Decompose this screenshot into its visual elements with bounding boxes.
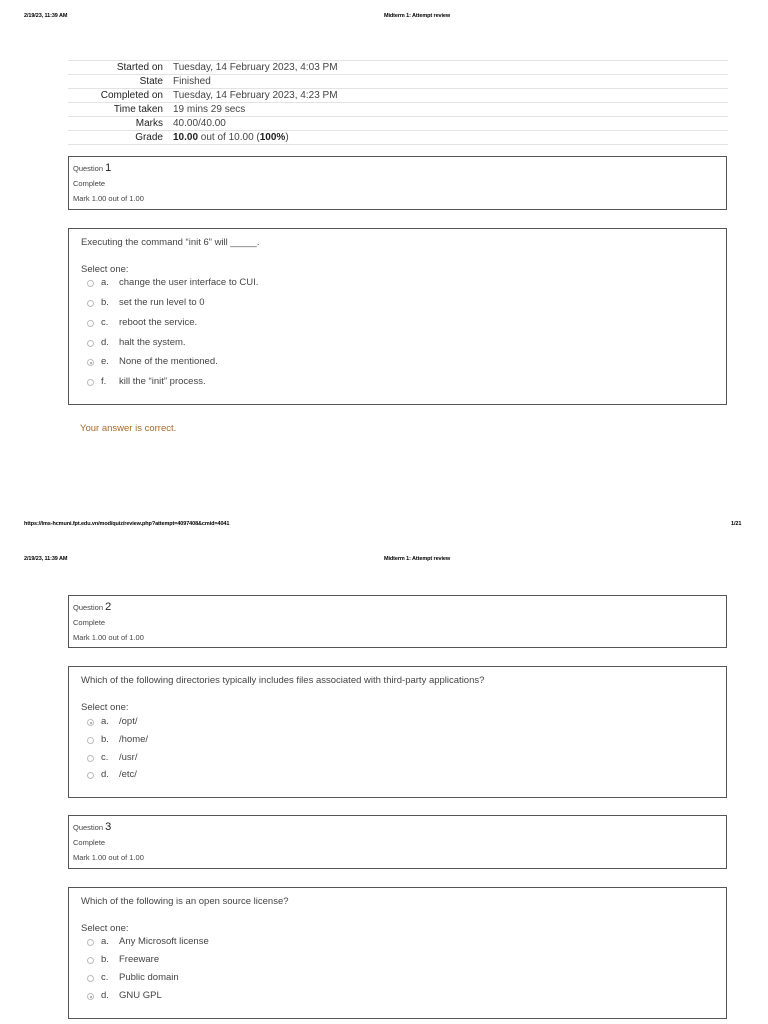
question-status: Complete [73,179,106,188]
question-status: Complete [73,618,106,627]
question-mark: Mark 1.00 out of 1.00 [73,633,144,642]
radio-button-selected[interactable] [87,993,94,1000]
summary-value: 19 mins 29 secs [173,103,728,117]
summary-label: Completed on [68,89,173,103]
summary-label: Time taken [68,103,173,117]
question-number: 1 [105,162,112,174]
summary-value: Tuesday, 14 February 2023, 4:03 PM [173,61,728,75]
question-heading [73,162,111,174]
option-letter: e. [101,356,109,367]
select-one-label: Select one: [81,264,129,275]
summary-row [68,75,728,89]
question-label: Question [73,164,104,173]
option-letter: a. [101,936,109,947]
question-text: Which of the following directories typically includes files associated with third-party applications? [81,675,485,686]
summary-value: Tuesday, 14 February 2023, 4:23 PM [173,89,728,103]
summary-row [68,61,728,75]
option-text: GNU GPL [119,990,162,1001]
option-letter: a. [101,277,109,288]
question-mark: Mark 1.00 out of 1.00 [73,853,144,862]
option-text: Any Microsoft license [119,936,209,947]
question-info-3 [68,815,727,869]
question-status: Complete [73,838,106,847]
option-text: None of the mentioned. [119,356,218,367]
option-letter: c. [101,752,109,763]
page-number: 1/21 [731,521,742,527]
print-date: 2/19/23, 11:39 AM [24,556,68,562]
radio-button[interactable] [87,939,94,946]
question-label: Question [73,603,104,612]
option-letter: a. [101,716,109,727]
grade-value-cell [173,131,728,145]
radio-button[interactable] [87,340,94,347]
radio-button-selected[interactable] [87,719,94,726]
summary-label: State [68,75,173,89]
question-mark: Mark 1.00 out of 1.00 [73,194,144,203]
option-letter: b. [101,734,109,745]
question-heading [73,821,111,833]
summary-label: Marks [68,117,173,131]
grade-outof: out of 10.00 ( [198,132,260,143]
answer-feedback: Your answer is correct. [80,423,177,434]
radio-button[interactable] [87,280,94,287]
grade-score: 10.00 [173,132,199,143]
radio-button[interactable] [87,300,94,307]
summary-value: Finished [173,75,728,89]
summary-label: Grade [68,131,173,145]
option-text: kill the “init” process. [119,376,206,387]
summary-value: 40.00/40.00 [173,117,728,131]
option-text: reboot the service. [119,317,198,328]
select-one-label: Select one: [81,923,129,934]
radio-button[interactable] [87,755,94,762]
option-letter: f. [101,376,107,387]
option-letter: d. [101,769,109,780]
question-content-2 [68,666,727,798]
option-letter: d. [101,337,109,348]
radio-button[interactable] [87,320,94,327]
option-text: change the user interface to CUI. [119,277,259,288]
option-text: Freeware [119,954,160,965]
question-number: 2 [105,601,112,613]
print-url: https://lms-hcmuni.fpt.edu.vn/mod/quiz/review.php?attempt=4097408&cmid=4041 [24,521,230,527]
question-info-1 [68,156,727,210]
question-label: Question [73,823,104,832]
question-text: Which of the following is an open source license? [81,896,289,907]
summary-row [68,131,728,145]
summary-row [68,103,728,117]
radio-button-selected[interactable] [87,359,94,366]
radio-button[interactable] [87,379,94,386]
option-letter: c. [101,317,109,328]
question-heading [73,601,111,613]
question-text: Executing the command “init 6” will _____. [81,237,260,248]
print-title: Midterm 1: Attempt review [384,556,451,562]
question-content-3 [68,887,727,1019]
question-info-2 [68,595,727,648]
summary-label: Started on [68,61,173,75]
question-content-1 [68,228,727,405]
print-date: 2/19/23, 11:39 AM [24,13,68,19]
option-letter: c. [101,972,109,983]
radio-button[interactable] [87,737,94,744]
option-text: /etc/ [119,769,137,780]
option-letter: b. [101,954,109,965]
option-text: halt the system. [119,337,186,348]
option-text: set the run level to 0 [119,297,205,308]
option-text: /home/ [119,734,149,745]
select-one-label: Select one: [81,702,129,713]
summary-row [68,89,728,103]
grade-close: ) [285,132,289,143]
option-text: Public domain [119,972,179,983]
summary-row [68,117,728,131]
option-letter: b. [101,297,109,308]
print-title: Midterm 1: Attempt review [384,13,451,19]
option-letter: d. [101,990,109,1001]
option-text: /opt/ [119,716,138,727]
radio-button[interactable] [87,957,94,964]
question-number: 3 [105,821,112,833]
grade-percent: 100% [259,132,286,143]
radio-button[interactable] [87,975,94,982]
radio-button[interactable] [87,772,94,779]
attempt-summary-table [68,60,728,145]
option-text: /usr/ [119,752,138,763]
